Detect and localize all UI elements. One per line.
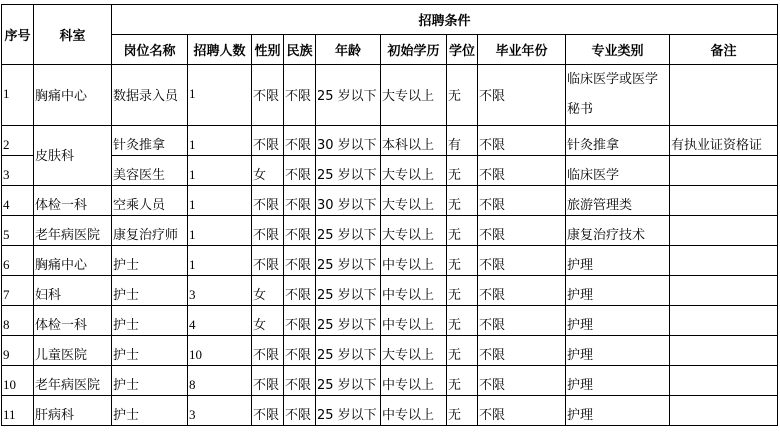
cell-seq: 8 <box>2 306 34 336</box>
cell-edu: 大专以上 <box>381 186 447 216</box>
cell-year: 不限 <box>478 216 566 246</box>
cell-major: 护理 <box>566 396 670 426</box>
cell-count: 1 <box>188 186 252 216</box>
cell-seq: 5 <box>2 216 34 246</box>
cell-count: 3 <box>188 396 252 426</box>
cell-edu: 中专以上 <box>381 246 447 276</box>
cell-dept: 皮肤科 <box>34 126 112 186</box>
cell-post: 美容医生 <box>112 156 188 186</box>
cell-note <box>670 156 778 186</box>
header-col-year: 毕业年份 <box>478 35 566 65</box>
cell-post: 康复治疗师 <box>112 216 188 246</box>
cell-seq: 3 <box>2 156 34 186</box>
header-dept: 科室 <box>34 5 112 65</box>
cell-post: 护士 <box>112 276 188 306</box>
cell-year: 不限 <box>478 126 566 156</box>
header-seq: 序号 <box>2 5 34 65</box>
cell-degree: 无 <box>447 216 478 246</box>
cell-count: 1 <box>188 126 252 156</box>
recruitment-table <box>1 4 778 426</box>
cell-note <box>670 186 778 216</box>
cell-gender: 不限 <box>252 186 284 216</box>
cell-dept: 儿童医院 <box>34 336 112 366</box>
header-conditions: 招聘条件 <box>112 5 778 35</box>
cell-age: 25 岁以下 <box>316 396 381 426</box>
cell-major: 护理 <box>566 366 670 396</box>
cell-dept: 体检一科 <box>34 186 112 216</box>
cell-major: 临床医学 <box>566 156 670 186</box>
cell-age: 30 岁以下 <box>316 126 381 156</box>
cell-ethnic: 不限 <box>284 65 316 126</box>
cell-post: 护士 <box>112 366 188 396</box>
cell-degree: 无 <box>447 186 478 216</box>
cell-edu: 大专以上 <box>381 336 447 366</box>
header-col-edu: 初始学历 <box>381 35 447 65</box>
cell-ethnic: 不限 <box>284 336 316 366</box>
cell-major: 康复治疗技术 <box>566 216 670 246</box>
cell-year: 不限 <box>478 336 566 366</box>
table-row <box>2 276 778 306</box>
cell-year: 不限 <box>478 186 566 216</box>
cell-ethnic: 不限 <box>284 366 316 396</box>
cell-dept: 妇科 <box>34 276 112 306</box>
cell-gender: 不限 <box>252 336 284 366</box>
cell-note: 有执业证资格证 <box>670 126 778 156</box>
table-row <box>2 216 778 246</box>
header-row-1 <box>2 5 778 35</box>
cell-note <box>670 336 778 366</box>
cell-major: 护理 <box>566 246 670 276</box>
cell-gender: 女 <box>252 306 284 336</box>
cell-seq: 6 <box>2 246 34 276</box>
cell-dept: 老年病医院 <box>34 216 112 246</box>
cell-major: 旅游管理类 <box>566 186 670 216</box>
cell-gender: 不限 <box>252 126 284 156</box>
cell-year: 不限 <box>478 276 566 306</box>
cell-post: 护士 <box>112 336 188 366</box>
table-row <box>2 156 778 186</box>
cell-edu: 大专以上 <box>381 216 447 246</box>
cell-seq: 9 <box>2 336 34 366</box>
cell-degree: 有 <box>447 126 478 156</box>
header-col-major: 专业类别 <box>566 35 670 65</box>
cell-ethnic: 不限 <box>284 306 316 336</box>
cell-edu: 中专以上 <box>381 276 447 306</box>
cell-note <box>670 246 778 276</box>
cell-major: 护理 <box>566 276 670 306</box>
cell-dept: 胸痛中心 <box>34 246 112 276</box>
cell-edu: 大专以上 <box>381 65 447 126</box>
cell-year: 不限 <box>478 65 566 126</box>
table-row <box>2 126 778 156</box>
cell-age: 25 岁以下 <box>316 366 381 396</box>
cell-count: 4 <box>188 306 252 336</box>
cell-ethnic: 不限 <box>284 126 316 156</box>
cell-major: 护理 <box>566 306 670 336</box>
cell-degree: 无 <box>447 366 478 396</box>
cell-post: 数据录入员 <box>112 65 188 126</box>
cell-gender: 女 <box>252 276 284 306</box>
header-col-age: 年龄 <box>316 35 381 65</box>
cell-note <box>670 216 778 246</box>
cell-ethnic: 不限 <box>284 246 316 276</box>
cell-year: 不限 <box>478 306 566 336</box>
table-row <box>2 396 778 426</box>
cell-degree: 无 <box>447 276 478 306</box>
cell-age: 25 岁以下 <box>316 306 381 336</box>
table-row <box>2 306 778 336</box>
cell-gender: 不限 <box>252 396 284 426</box>
cell-ethnic: 不限 <box>284 396 316 426</box>
cell-ethnic: 不限 <box>284 186 316 216</box>
cell-count: 3 <box>188 276 252 306</box>
cell-dept: 老年病医院 <box>34 366 112 396</box>
cell-edu: 大专以上 <box>381 156 447 186</box>
header-col-count: 招聘人数 <box>188 35 252 65</box>
cell-year: 不限 <box>478 396 566 426</box>
cell-degree: 无 <box>447 336 478 366</box>
header-col-note: 备注 <box>670 35 778 65</box>
table-row <box>2 65 778 126</box>
cell-seq: 2 <box>2 126 34 156</box>
cell-age: 25 岁以下 <box>316 156 381 186</box>
cell-degree: 无 <box>447 306 478 336</box>
cell-edu: 中专以上 <box>381 396 447 426</box>
table-row <box>2 336 778 366</box>
table-row <box>2 246 778 276</box>
cell-gender: 不限 <box>252 246 284 276</box>
cell-seq: 10 <box>2 366 34 396</box>
cell-ethnic: 不限 <box>284 156 316 186</box>
cell-post: 针灸推拿 <box>112 126 188 156</box>
cell-note <box>670 65 778 126</box>
cell-major: 护理 <box>566 336 670 366</box>
cell-major: 临床医学或医学秘书 <box>566 65 670 126</box>
cell-count: 1 <box>188 246 252 276</box>
cell-edu: 本科以上 <box>381 126 447 156</box>
cell-post: 护士 <box>112 246 188 276</box>
cell-note <box>670 306 778 336</box>
cell-dept: 胸痛中心 <box>34 65 112 126</box>
table-row <box>2 186 778 216</box>
cell-degree: 无 <box>447 65 478 126</box>
cell-seq: 7 <box>2 276 34 306</box>
cell-age: 25 岁以下 <box>316 65 381 126</box>
cell-edu: 中专以上 <box>381 306 447 336</box>
cell-degree: 无 <box>447 396 478 426</box>
cell-age: 25 岁以下 <box>316 216 381 246</box>
cell-count: 1 <box>188 156 252 186</box>
cell-year: 不限 <box>478 156 566 186</box>
header-col-post: 岗位名称 <box>112 35 188 65</box>
cell-gender: 不限 <box>252 366 284 396</box>
cell-age: 25 岁以下 <box>316 276 381 306</box>
cell-gender: 不限 <box>252 65 284 126</box>
cell-dept: 体检一科 <box>34 306 112 336</box>
cell-gender: 女 <box>252 156 284 186</box>
table-row <box>2 366 778 396</box>
cell-note <box>670 276 778 306</box>
header-row-2 <box>2 35 778 65</box>
cell-age: 30 岁以下 <box>316 186 381 216</box>
cell-edu: 中专以上 <box>381 366 447 396</box>
cell-ethnic: 不限 <box>284 216 316 246</box>
cell-dept: 肝病科 <box>34 396 112 426</box>
cell-seq: 4 <box>2 186 34 216</box>
cell-post: 护士 <box>112 306 188 336</box>
cell-degree: 无 <box>447 156 478 186</box>
cell-age: 25 岁以下 <box>316 246 381 276</box>
cell-count: 1 <box>188 216 252 246</box>
header-col-gender: 性别 <box>252 35 284 65</box>
header-col-degree: 学位 <box>447 35 478 65</box>
cell-post: 空乘人员 <box>112 186 188 216</box>
cell-seq: 11 <box>2 396 34 426</box>
cell-gender: 不限 <box>252 216 284 246</box>
cell-seq: 1 <box>2 65 34 126</box>
cell-age: 25 岁以下 <box>316 336 381 366</box>
cell-year: 不限 <box>478 246 566 276</box>
cell-degree: 无 <box>447 246 478 276</box>
cell-year: 不限 <box>478 366 566 396</box>
cell-count: 1 <box>188 65 252 126</box>
cell-note <box>670 396 778 426</box>
cell-ethnic: 不限 <box>284 276 316 306</box>
cell-note <box>670 366 778 396</box>
cell-post: 护士 <box>112 396 188 426</box>
cell-count: 8 <box>188 366 252 396</box>
header-col-ethnic: 民族 <box>284 35 316 65</box>
cell-count: 10 <box>188 336 252 366</box>
cell-major: 针灸推拿 <box>566 126 670 156</box>
